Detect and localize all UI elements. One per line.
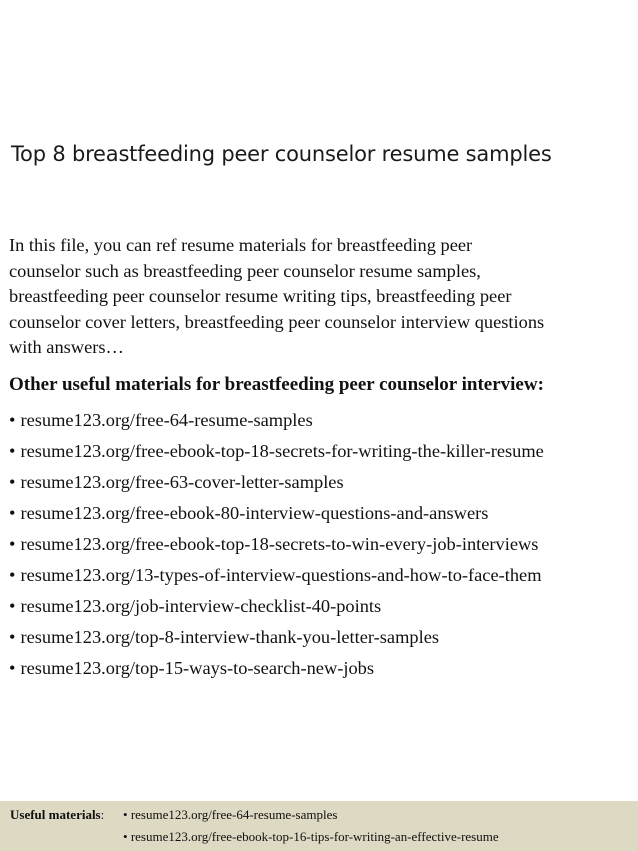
- list-item: [9, 560, 544, 591]
- footer-link[interactable]: resume123.org/free-ebook-top-16-tips-for-writing-an-effective-resume: [130, 829, 499, 844]
- intro-line: with answers…: [9, 337, 124, 357]
- bullet-icon: •: [123, 829, 128, 844]
- footer-item: [123, 807, 337, 823]
- footer-label-text: Useful materials: [10, 807, 101, 822]
- list-item: [9, 529, 544, 560]
- material-link[interactable]: resume123.org/13-types-of-interview-questions-and-how-to-face-them: [20, 565, 542, 585]
- bullet-icon: •: [9, 534, 16, 554]
- list-item: [9, 498, 544, 529]
- material-link[interactable]: resume123.org/free-64-resume-samples: [20, 410, 313, 430]
- material-link[interactable]: resume123.org/free-ebook-80-interview-questions-and-answers: [20, 503, 489, 523]
- bullet-icon: •: [9, 472, 16, 492]
- bullet-icon: •: [9, 441, 16, 461]
- material-link[interactable]: resume123.org/top-8-interview-thank-you-letter-samples: [20, 627, 440, 647]
- material-link[interactable]: resume123.org/free-ebook-top-18-secrets-for-writing-the-killer-resume: [20, 441, 544, 461]
- footer-label: [10, 807, 104, 823]
- intro-line: counselor such as breastfeeding peer counselor resume samples,: [9, 260, 481, 281]
- footer-item: [123, 829, 499, 845]
- bullet-icon: •: [9, 627, 16, 647]
- footer-bar: [0, 801, 638, 851]
- materials-heading: Other useful materials for breastfeeding peer counselor interview:: [9, 374, 544, 395]
- material-link[interactable]: resume123.org/job-interview-checklist-40-points: [20, 596, 382, 616]
- material-link[interactable]: resume123.org/free-ebook-top-18-secrets-to-win-every-job-interviews: [20, 534, 539, 554]
- bullet-icon: •: [9, 596, 16, 616]
- footer-link[interactable]: resume123.org/free-64-resume-samples: [130, 807, 338, 822]
- material-link[interactable]: resume123.org/free-63-cover-letter-samples: [20, 472, 344, 492]
- list-item: [9, 622, 544, 653]
- bullet-icon: •: [9, 410, 16, 430]
- material-link[interactable]: resume123.org/top-15-ways-to-search-new-jobs: [20, 658, 375, 678]
- page-title: Top 8 breastfeeding peer counselor resume samples: [11, 142, 552, 166]
- bullet-icon: •: [9, 658, 16, 678]
- intro-line: In this file, you can ref resume materials for breastfeeding peer: [9, 235, 473, 255]
- list-item: [9, 653, 544, 684]
- bullet-icon: •: [9, 503, 16, 523]
- intro-line: breastfeeding peer counselor resume writing tips, breastfeeding peer: [9, 286, 512, 306]
- bullet-icon: •: [123, 807, 128, 822]
- footer-label-colon: :: [100, 807, 105, 822]
- bullet-icon: •: [9, 565, 16, 585]
- list-item: [9, 405, 544, 436]
- list-item: [9, 436, 544, 467]
- list-item: [9, 591, 544, 622]
- intro-paragraph: [9, 233, 634, 361]
- intro-line: counselor cover letters, breastfeeding peer counselor interview questions: [9, 311, 545, 332]
- list-item: [9, 467, 544, 498]
- materials-list: [9, 405, 544, 684]
